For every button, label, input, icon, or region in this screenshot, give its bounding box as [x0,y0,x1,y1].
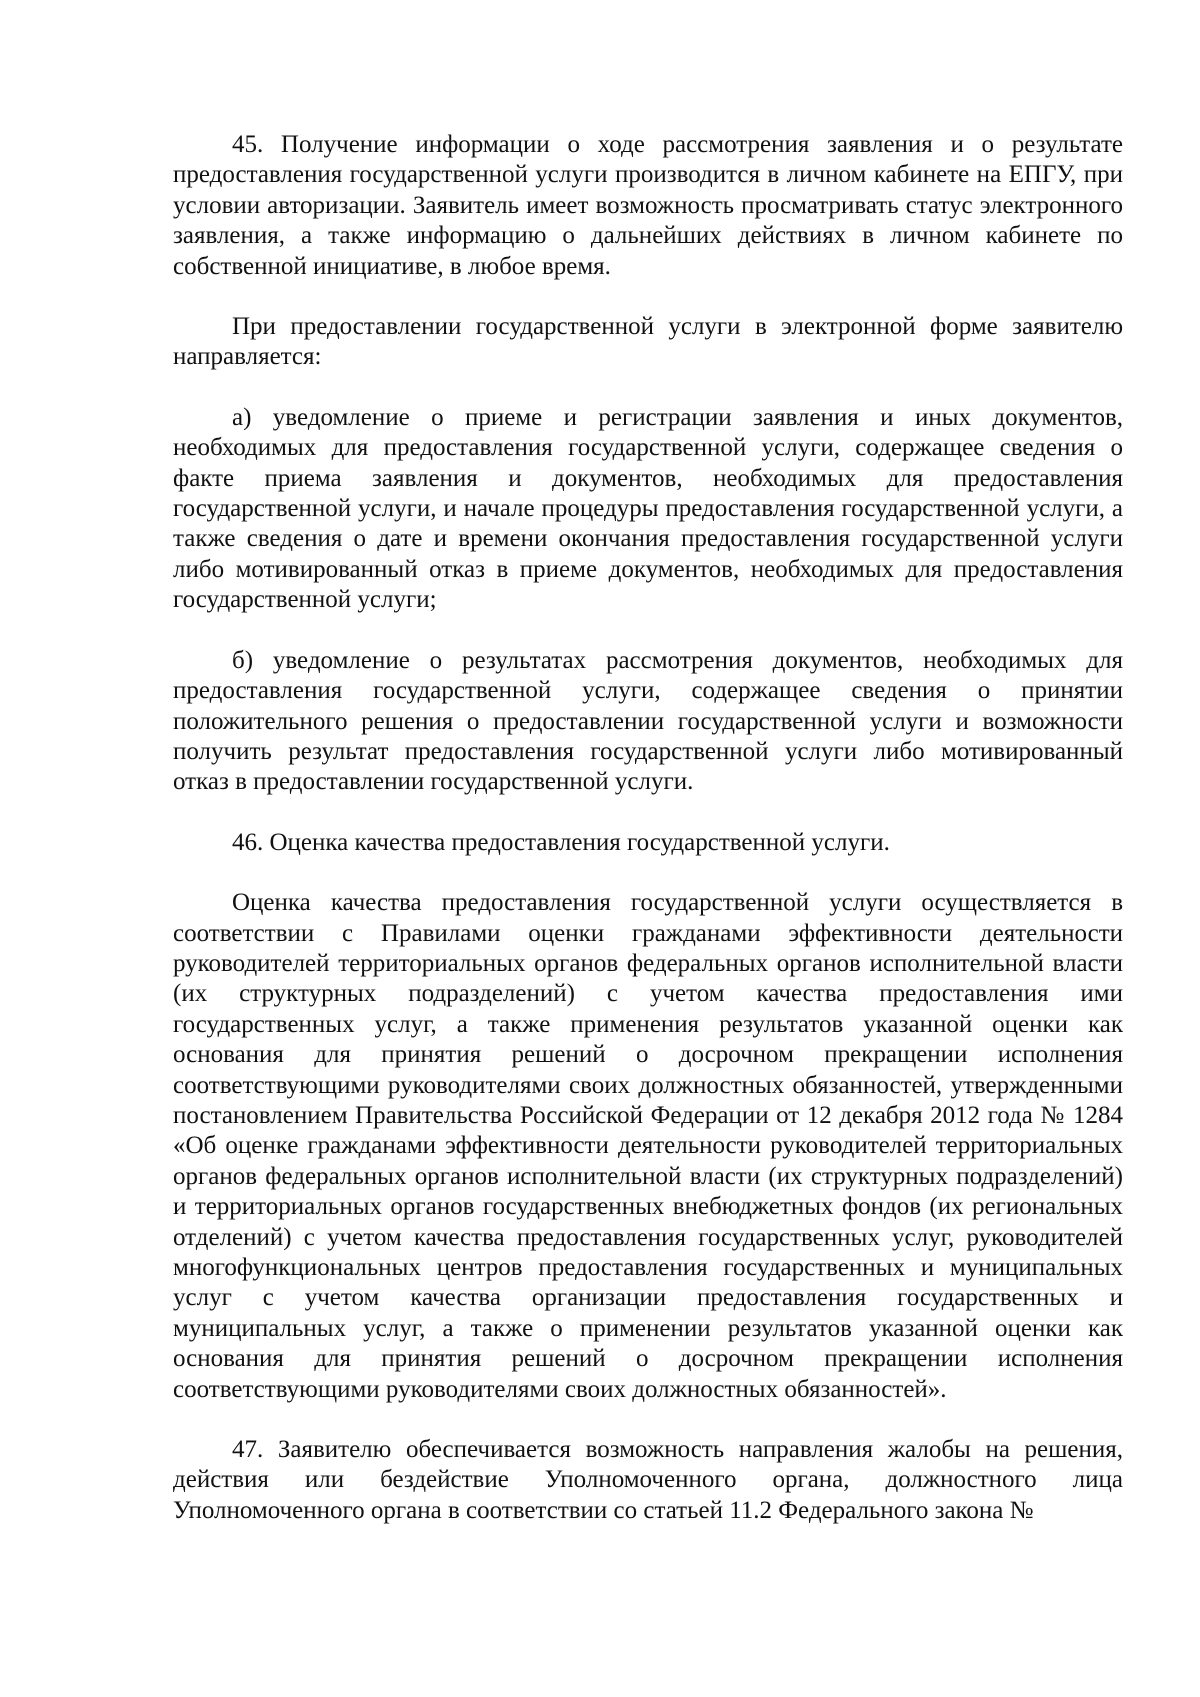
paragraph-electronic-form-intro: При предоставлении государственной услуги в электронной форме заявителю направляется: [173,313,1123,371]
document-body [173,130,1123,1526]
paragraph-45: 45. Получение информации о ходе рассмотрения заявления и о результате предоставления государственной услуги производится в личном кабинете на ЕПГУ, при условии авторизации. Заявитель имеет возможность просматривать статус электронного заявления, а также информацию о дальнейших действиях в личном кабинете по собственной инициативе, в любое время. [173,131,1123,280]
paragraph-47: 47. Заявителю обеспечивается возможность направления жалобы на решения, действия или бездействие Уполномоченного органа, должностного лица Уполномоченного органа в соответствии со статьей 11.2 Федерального закона № [173,1436,1123,1524]
paragraph-46-heading: 46. Оценка качества предоставления государственной услуги. [232,828,890,856]
paragraph-item-a: а) уведомление о приеме и регистрации заявления и иных документов, необходимых для предоставления государственной услуги, содержащее сведения о факте приема заявления и документов, необходимых для предоставления государственной услуги, и начале процедуры предоставления государственной услуги, а также сведения о дате и времени окончания предоставления государственной услуги либо мотивированный отказ в приеме документов, необходимых для предоставления государственной услуги; [173,403,1123,614]
paragraph-quality-assessment: Оценка качества предоставления государственной услуги осуществляется в соответствии с Правилами оценки гражданами эффективности деятельности руководителей территориальных органов федеральных органов исполнительной власти (их структурных подразделений) с учетом качества предоставления ими государственных услуг, а также применения результатов указанной оценки как основания для принятия решений о досрочном прекращении исполнения соответствующими руководителями своих должностных обязанностей, утвержденными постановлением Правительства Российской Федерации от 12 декабря 2012 года № 1284 «Об оценке гражданами эффективности деятельности руководителей территориальных органов федеральных органов исполнительной власти (их структурных подразделений) и территориальных органов государственных внебюджетных фондов (их региональных отделений) с учетом качества предоставления государственных услуг, руководителей многофункциональных центров предоставления государственных и муниципальных услуг с учетом качества организации предоставления государственных и муниципальных услуг, а также о применении результатов указанной оценки как основания для принятия решений о досрочном прекращении исполнения соответствующими руководителями своих должностных обязанностей». [173,889,1123,1403]
paragraph-item-b: б) уведомление о результатах рассмотрения документов, необходимых для предоставления государственной услуги, содержащее сведения о принятии положительного решения о предоставлении государственной услуги и возможности получить результат предоставления государственной услуги либо мотивированный отказ в предоставлении государственной услуги. [173,646,1123,796]
